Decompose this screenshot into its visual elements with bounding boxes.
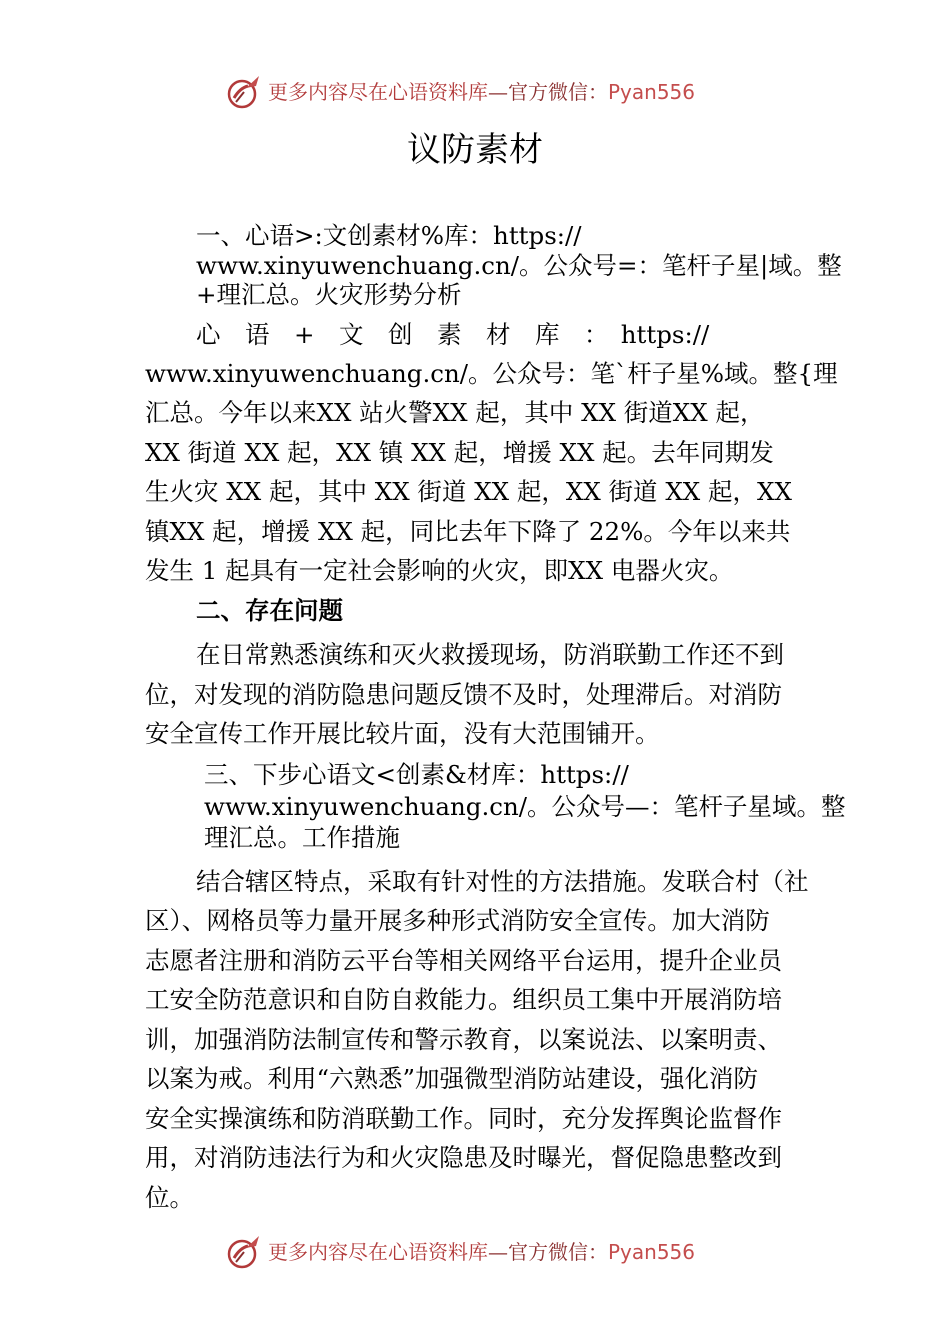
section-heading: 二、存在问题 xyxy=(196,596,343,625)
text-line: 发生 1 起具有一定社会影响的火灾，即XX 电器火灾。 xyxy=(145,556,734,585)
header-banner xyxy=(0,72,950,112)
text-line: www.xinyuwenchuang.cn/。公众号—：笔杆子星域。整 xyxy=(204,792,846,821)
banner-part1: 更多内容尽在心语资料库 xyxy=(268,80,488,104)
text-line: 志愿者注册和消防云平台等相关网络平台运用，提升企业员 xyxy=(145,946,782,975)
banner-part1: 更多内容尽在心语资料库 xyxy=(268,1240,488,1264)
banner-wechat-id: Pyan556 xyxy=(608,1240,696,1264)
banner-part2: —官方微信： xyxy=(488,80,608,104)
text-line: 工安全防范意识和自防自救能力。组织员工集中开展消防培 xyxy=(145,985,782,1014)
text-line: www.xinyuwenchuang.cn/。公众号=：笔杆子星|域。整 xyxy=(196,251,842,280)
footer-banner xyxy=(0,1232,950,1272)
pen-logo-icon xyxy=(226,74,262,110)
text-line: 一、心语>:文创素材%库：https:// xyxy=(196,221,582,250)
text-line: 用，对消防违法行为和火灾隐患及时曝光，督促隐患整改到 xyxy=(145,1143,782,1172)
banner-wechat-id: Pyan556 xyxy=(608,80,696,104)
text-line: 汇总。今年以来XX 站火警XX 起，其中 XX 街道XX 起， xyxy=(145,398,765,427)
text-line: 位。 xyxy=(145,1183,194,1212)
text-line: 在日常熟悉演练和灭火救援现场，防消联勤工作还不到 xyxy=(196,640,784,669)
text-line: www.xinyuwenchuang.cn/。公众号：笔`杆子星%域。整{理 xyxy=(145,359,838,388)
text-line: 以案为戒。利用“六熟悉”加强微型消防站建设，强化消防 xyxy=(145,1064,759,1093)
text-line: 生火灾 XX 起，其中 XX 街道 XX 起，XX 街道 XX 起，XX xyxy=(145,477,792,506)
text-line: 安全实操演练和防消联勤工作。同时，充分发挥舆论监督作 xyxy=(145,1104,782,1133)
text-line: 镇XX 起，增援 XX 起，同比去年下降了 22%。今年以来共 xyxy=(145,517,791,546)
banner-part2: —官方微信： xyxy=(488,1240,608,1264)
text-line: 位，对发现的消防隐患问题反馈不及时，处理滞后。对消防 xyxy=(145,680,782,709)
page-title: 议防素材 xyxy=(407,130,543,170)
text-line: 理汇总。工作措施 xyxy=(204,823,400,852)
banner-text xyxy=(268,1238,695,1266)
text-line: 结合辖区特点，采取有针对性的方法措施。发联合村（社 xyxy=(196,867,809,896)
text-line: XX 街道 XX 起，XX 镇 XX 起，增援 XX 起。去年同期发 xyxy=(145,438,774,467)
text-line: 区）、网格员等力量开展多种形式消防安全宣传。加大消防 xyxy=(145,906,770,935)
text-line: 安全宣传工作开展比较片面，没有大范围铺开。 xyxy=(145,719,660,748)
text-line: +理汇总。火灾形势分析 xyxy=(196,280,462,309)
text-line: 心 语 + 文 创 素 材 库 ： https:// xyxy=(196,320,710,349)
text-line: 训，加强消防法制宣传和警示教育，以案说法、以案明责、 xyxy=(145,1025,782,1054)
pen-logo-icon xyxy=(226,1234,262,1270)
text-line: 三、下步心语文<创素&材库：https:// xyxy=(204,760,629,789)
banner-text xyxy=(268,78,695,106)
